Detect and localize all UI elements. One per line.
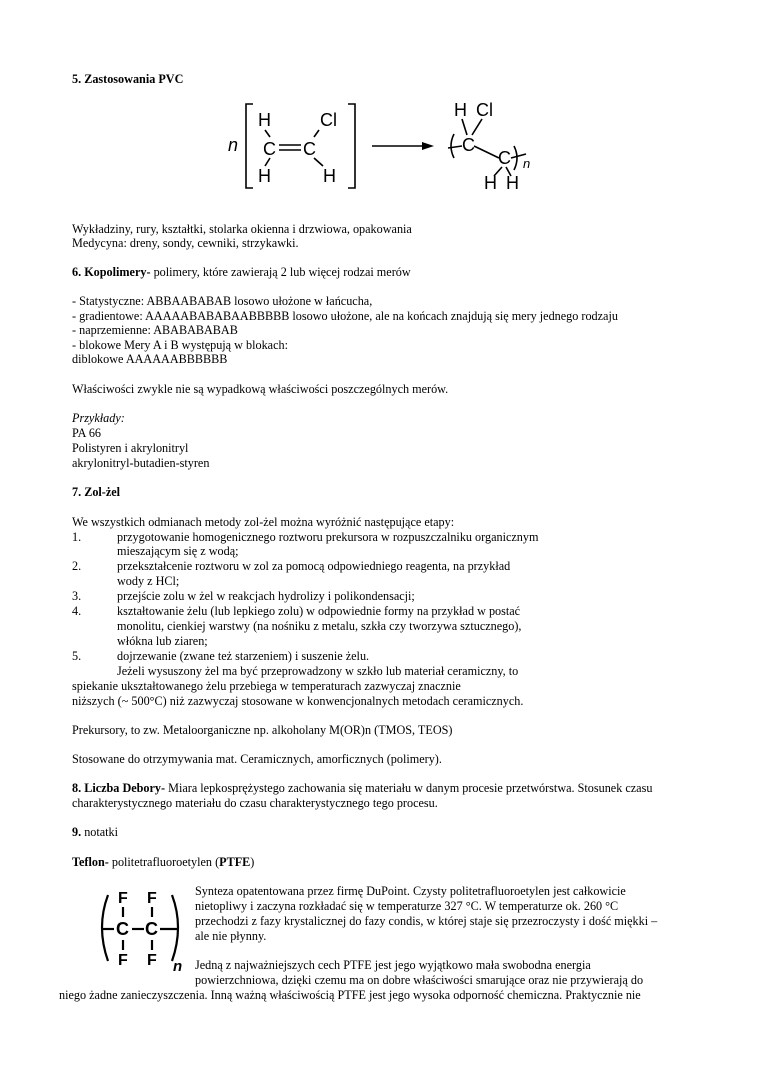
arrow-head xyxy=(422,142,434,150)
copolymer-block: - blokowe Mery A i B występują w blokach: xyxy=(72,338,288,352)
teflon-para-5: Jedną z najważniejszych cech PTFE jest jego wyjątkowo mała swobodna energia xyxy=(195,958,591,972)
teflon-para-2: nietopliwy i zaczyna rozkładać się w temperaturze 327 °C. W temperaturze ok. 260 °C xyxy=(195,899,619,913)
step-number: 1. xyxy=(72,530,82,544)
ptfe-formula xyxy=(98,885,188,975)
atom-h2: H xyxy=(258,166,271,186)
product-h-top: H xyxy=(454,100,467,120)
sol-gel-steps xyxy=(72,530,687,665)
sol-gel-para-3: niższych (~ 500°C) niż zazwyczaj stosowane w konwencjonalnych metodach ceramicznych. xyxy=(72,694,524,708)
sol-gel-uses: Stosowane do otrzymywania mat. Ceramicznych, amorficznych (polimery). xyxy=(72,752,442,766)
product-c1: C xyxy=(462,135,475,155)
pvc-reaction-diagram xyxy=(222,96,542,196)
step-text: dojrzewanie (zwane też starzeniem) i suszenie żelu. xyxy=(117,649,370,663)
precursors: Prekursory, to zw. Metaloorganiczne np. alkoholany M(OR)n (TMOS, TEOS) xyxy=(72,723,453,737)
step-text: przygotowanie homogenicznego roztworu prekursora w rozpuszczalniku organicznym xyxy=(117,530,539,544)
teflon-heading: Teflon- politetrafluoroetylen (PTFE) xyxy=(72,855,255,869)
deborah-line-2: charakterystycznego materiału do czasu charakterystycznego tego procesu. xyxy=(72,796,438,810)
copolymer-properties: Właściwości zwykle nie są wypadkową właściwości poszczególnych merów. xyxy=(72,382,449,396)
atom-cl: Cl xyxy=(320,110,337,130)
copolymer-diblock: diblokowe AAAAAABBBBBB xyxy=(72,352,228,366)
atom-f: F xyxy=(118,890,128,907)
sol-gel-para-2: spiekanie ukształtowanego żelu przebiega w temperaturach zazwyczaj znacznie xyxy=(72,679,461,693)
product-h-br: H xyxy=(506,173,519,193)
step-number: 3. xyxy=(72,589,82,603)
atom-f: F xyxy=(147,890,157,907)
product-h-bl: H xyxy=(484,173,497,193)
teflon-para-7: niego żadne zanieczyszczenia. Inną ważną właściwością PTFE jest jego wysoka odporność chemiczna. Praktycznie nie xyxy=(59,988,641,1002)
step-text: przekształcenie roztworu w zol za pomocą odpowiedniego reagenta, na przykład xyxy=(117,559,511,573)
repeat-n: n xyxy=(173,958,183,975)
atom-f: F xyxy=(147,952,157,969)
step-text: kształtowanie żelu (lub lepkiego zolu) w odpowiednie formy na przykład w postać xyxy=(117,604,521,618)
step-text-cont: włókna lub ziaren; xyxy=(117,634,208,648)
step-text-cont: mieszającym się z wodą; xyxy=(117,544,239,558)
atom-c1: C xyxy=(263,139,276,159)
step-text: przejście zolu w żel w reakcjach hydrolizy i polikondensacji; xyxy=(117,589,415,603)
product-cl: Cl xyxy=(476,100,493,120)
section-6-heading: 6. Kopolimery- polimery, które zawierają 2 lub więcej rodzai merów xyxy=(72,265,411,279)
product-n: n xyxy=(523,156,531,171)
repeat-n: n xyxy=(228,135,239,155)
copolymer-gradient: - gradientowe: AAAAABABABAABBBBB losowo ułożone, ale na końcach znajdują się mery jednego rodzaju xyxy=(72,309,618,323)
teflon-para-3: przechodzi z fazy krystalicznej do fazy condis, w której staje się przezroczysty i dość miękki – xyxy=(195,914,658,928)
step-text-cont: wody z HCl; xyxy=(117,574,180,588)
step-number: 5. xyxy=(72,649,82,663)
atom-c: C xyxy=(116,919,129,939)
teflon-para-4: ale nie płynny. xyxy=(195,929,267,943)
atom-h3: H xyxy=(323,166,336,186)
copolymer-alternating: - naprzemienne: ABABABABAB xyxy=(72,323,238,337)
step-text-cont: monolitu, cienkiej warstwy (na nośniku z metalu, szkła czy tworzywa sztucznego), xyxy=(117,619,522,633)
teflon-para-6: powierzchniowa, dzięki czemu ma on dobre właściwości smarujące oraz nie przywierają do xyxy=(195,973,644,987)
product-c2: C xyxy=(498,148,511,168)
pvc-uses-line-2: Medycyna: dreny, sondy, cewniki, strzykawki. xyxy=(72,236,299,250)
atom-c2: C xyxy=(303,139,316,159)
sol-gel-intro: We wszystkich odmianach metody zol-żel można wyróżnić następujące etapy: xyxy=(72,515,455,529)
teflon-para-1: Synteza opatentowana przez firmę DuPoint. Czysty politetrafluoroetylen jest całkowicie xyxy=(195,884,626,898)
step-number: 2. xyxy=(72,559,82,573)
section-5-heading: 5. Zastosowania PVC xyxy=(72,72,184,86)
bracket-right xyxy=(348,104,355,188)
copolymer-statistical: - Statystyczne: ABBAABABAB losowo ułożone w łańcucha, xyxy=(72,294,373,308)
section-9-heading: 9. notatki xyxy=(72,825,119,839)
example-3: akrylonitryl-butadien-styren xyxy=(72,456,210,470)
examples-label: Przykłady: xyxy=(72,411,125,425)
sol-gel-para-1: Jeżeli wysuszony żel ma być przeprowadzony w szkło lub materiał ceramiczny, to xyxy=(117,664,519,678)
example-2: Polistyren i akrylonitryl xyxy=(72,441,189,455)
section-8-heading: 8. Liczba Debory- Miara lepkosprężystego zachowania się materiału w danym procesie przetwórstwa. Stosunek czasu xyxy=(72,781,653,795)
atom-c: C xyxy=(145,919,158,939)
section-7-heading: 7. Zol-żel xyxy=(72,485,121,499)
example-1: PA 66 xyxy=(72,426,102,440)
step-number: 4. xyxy=(72,604,82,618)
paren-right xyxy=(514,146,517,170)
bracket-left xyxy=(246,104,253,188)
atom-h1: H xyxy=(258,110,271,130)
atom-f: F xyxy=(118,952,128,969)
paren-left xyxy=(451,134,454,158)
pvc-uses-line-1: Wykładziny, rury, kształtki, stolarka okienna i drzwiowa, opakowania xyxy=(72,222,412,236)
